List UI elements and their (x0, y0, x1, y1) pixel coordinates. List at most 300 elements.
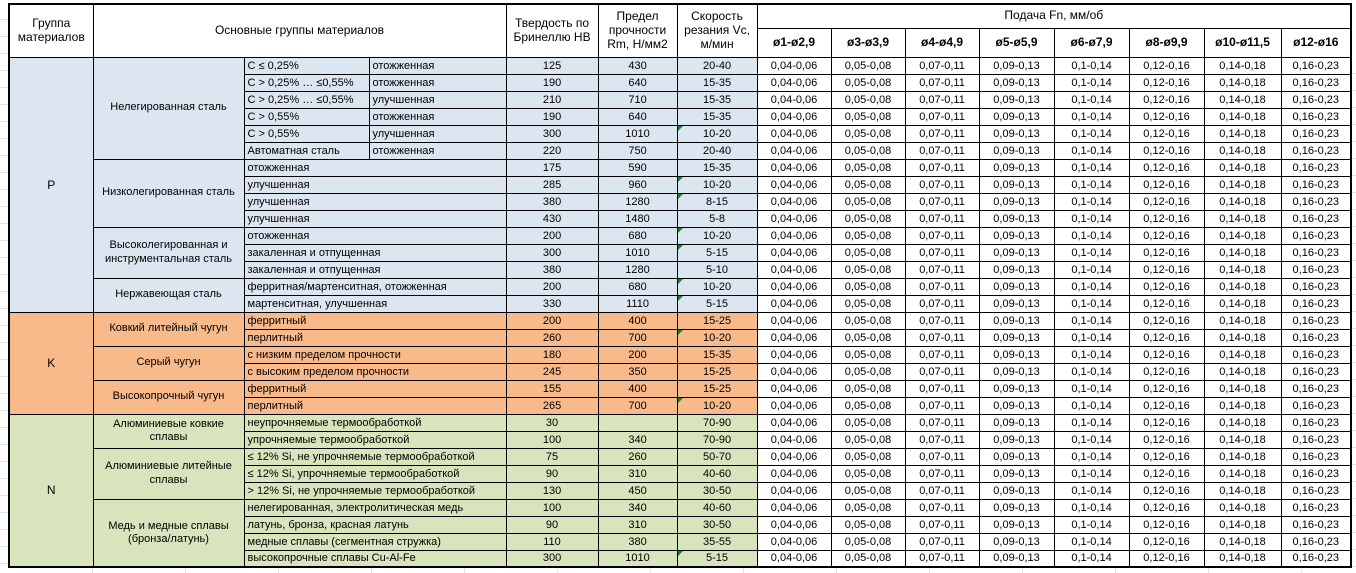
feed-value-cell: 0,16-0,23 (1281, 125, 1351, 142)
feed-value-cell: 0,04-0,06 (757, 431, 831, 448)
material-desc-cell: ≤ 12% Si, упрочняемые термообработкой (244, 465, 506, 482)
feed-value-cell: 0,09-0,13 (979, 74, 1054, 91)
rm-cell: 710 (598, 91, 677, 108)
feed-value-cell: 0,07-0,11 (905, 278, 979, 295)
feed-value-cell: 0,14-0,18 (1204, 397, 1281, 414)
feed-value-cell: 0,1-0,14 (1054, 91, 1129, 108)
feed-value-cell: 0,07-0,11 (905, 312, 979, 329)
hb-cell: 285 (506, 176, 598, 193)
feed-value-cell: 0,12-0,16 (1129, 312, 1204, 329)
feed-value-cell: 0,16-0,23 (1281, 244, 1351, 261)
hb-cell: 125 (506, 57, 598, 74)
table-row (9, 346, 1351, 363)
rm-cell: 700 (598, 397, 677, 414)
feed-value-cell: 0,07-0,11 (905, 74, 979, 91)
feed-value-cell: 0,05-0,08 (831, 550, 905, 567)
rm-cell: 1110 (598, 295, 677, 312)
feed-value-cell: 0,05-0,08 (831, 159, 905, 176)
vc-cell: 70-90 (677, 431, 757, 448)
vc-cell: 40-60 (677, 499, 757, 516)
feed-value-cell: 0,14-0,18 (1204, 312, 1281, 329)
vc-cell: 30-50 (677, 482, 757, 499)
feed-value-cell: 0,12-0,16 (1129, 278, 1204, 295)
feed-value-cell: 0,07-0,11 (905, 448, 979, 465)
vc-cell: 15-35 (677, 74, 757, 91)
feed-value-cell: 0,04-0,06 (757, 159, 831, 176)
feed-value-cell: 0,12-0,16 (1129, 57, 1204, 74)
feed-value-cell: 0,04-0,06 (757, 448, 831, 465)
feed-value-cell: 0,14-0,18 (1204, 499, 1281, 516)
feed-value-cell: 0,14-0,18 (1204, 533, 1281, 550)
table-body (9, 57, 1351, 567)
vc-cell: 15-35 (677, 108, 757, 125)
material-desc-cell: ферритная/мартенситная, отожженная (244, 278, 506, 295)
feed-value-cell: 0,09-0,13 (979, 533, 1054, 550)
feed-value-cell: 0,04-0,06 (757, 380, 831, 397)
feed-value-cell: 0,07-0,11 (905, 380, 979, 397)
gridline-margin-bottom (0, 569, 1356, 573)
material-c-content-cell: С ≤ 0,25% (244, 57, 369, 74)
feed-value-cell: 0,09-0,13 (979, 516, 1054, 533)
material-state-cell: отожженная (369, 108, 506, 125)
feed-value-cell: 0,09-0,13 (979, 329, 1054, 346)
feed-value-cell: 0,12-0,16 (1129, 108, 1204, 125)
feed-value-cell: 0,09-0,13 (979, 380, 1054, 397)
feed-value-cell: 0,16-0,23 (1281, 533, 1351, 550)
feed-value-cell: 0,07-0,11 (905, 414, 979, 431)
vc-cell: 15-25 (677, 312, 757, 329)
hb-cell: 210 (506, 91, 598, 108)
vc-cell: 5-10 (677, 261, 757, 278)
vc-cell: 5-15 (677, 550, 757, 567)
feed-value-cell: 0,05-0,08 (831, 244, 905, 261)
feed-value-cell: 0,14-0,18 (1204, 431, 1281, 448)
feed-value-cell: 0,16-0,23 (1281, 193, 1351, 210)
feed-value-cell: 0,05-0,08 (831, 125, 905, 142)
feed-value-cell: 0,16-0,23 (1281, 329, 1351, 346)
feed-value-cell: 0,14-0,18 (1204, 125, 1281, 142)
subgroup-name-cell: Алюминиевые литейные сплавы (93, 448, 244, 499)
feed-value-cell: 0,07-0,11 (905, 363, 979, 380)
feed-value-cell: 0,1-0,14 (1054, 193, 1129, 210)
feed-value-cell: 0,05-0,08 (831, 363, 905, 380)
feed-value-cell: 0,07-0,11 (905, 431, 979, 448)
feed-value-cell: 0,14-0,18 (1204, 550, 1281, 567)
feed-value-cell: 0,14-0,18 (1204, 414, 1281, 431)
vc-cell: 15-35 (677, 346, 757, 363)
table-row (9, 57, 1351, 74)
feed-value-cell: 0,09-0,13 (979, 346, 1054, 363)
subgroup-name-cell: Низколегированная сталь (93, 159, 244, 227)
feed-value-cell: 0,12-0,16 (1129, 550, 1204, 567)
feed-value-cell: 0,16-0,23 (1281, 380, 1351, 397)
hb-cell: 220 (506, 142, 598, 159)
feed-value-cell: 0,14-0,18 (1204, 329, 1281, 346)
feed-value-cell: 0,09-0,13 (979, 465, 1054, 482)
feed-value-cell: 0,1-0,14 (1054, 380, 1129, 397)
feed-value-cell: 0,14-0,18 (1204, 516, 1281, 533)
feed-value-cell: 0,1-0,14 (1054, 295, 1129, 312)
feed-value-cell: 0,07-0,11 (905, 329, 979, 346)
feed-value-cell: 0,05-0,08 (831, 57, 905, 74)
hb-cell: 190 (506, 74, 598, 91)
feed-value-cell: 0,12-0,16 (1129, 210, 1204, 227)
feed-diameter-header: ø8-ø9,9 (1129, 28, 1204, 57)
subgroup-name-cell: Нержавеющая сталь (93, 278, 244, 312)
feed-value-cell: 0,1-0,14 (1054, 516, 1129, 533)
hb-cell: 90 (506, 465, 598, 482)
feed-value-cell: 0,1-0,14 (1054, 397, 1129, 414)
feed-value-cell: 0,1-0,14 (1054, 329, 1129, 346)
feed-value-cell: 0,05-0,08 (831, 142, 905, 159)
header-material-group: Группа материалов (9, 4, 93, 57)
feed-value-cell: 0,05-0,08 (831, 380, 905, 397)
feed-value-cell: 0,04-0,06 (757, 57, 831, 74)
hb-cell: 100 (506, 499, 598, 516)
material-desc-cell: мартенситная, улучшенная (244, 295, 506, 312)
feed-value-cell: 0,05-0,08 (831, 261, 905, 278)
feed-value-cell: 0,09-0,13 (979, 227, 1054, 244)
feed-value-cell: 0,14-0,18 (1204, 210, 1281, 227)
feed-value-cell: 0,14-0,18 (1204, 176, 1281, 193)
rm-cell: 450 (598, 482, 677, 499)
feed-value-cell: 0,16-0,23 (1281, 431, 1351, 448)
feed-value-cell: 0,12-0,16 (1129, 397, 1204, 414)
feed-value-cell: 0,09-0,13 (979, 414, 1054, 431)
material-c-content-cell: С > 0,25% … ≤0,55% (244, 91, 369, 108)
feed-value-cell: 0,05-0,08 (831, 295, 905, 312)
feed-value-cell: 0,16-0,23 (1281, 108, 1351, 125)
rm-cell: 380 (598, 533, 677, 550)
feed-value-cell: 0,14-0,18 (1204, 159, 1281, 176)
feed-value-cell: 0,16-0,23 (1281, 499, 1351, 516)
hb-cell: 110 (506, 533, 598, 550)
subgroup-name-cell: Алюминиевые ковкие сплавы (93, 414, 244, 448)
hb-cell: 180 (506, 346, 598, 363)
vc-cell: 10-20 (677, 397, 757, 414)
feed-value-cell: 0,05-0,08 (831, 499, 905, 516)
material-c-content-cell: С > 0,25% … ≤0,55% (244, 74, 369, 91)
feed-value-cell: 0,1-0,14 (1054, 550, 1129, 567)
rm-cell: 1280 (598, 261, 677, 278)
material-desc-cell: с низким пределом прочности (244, 346, 506, 363)
feed-value-cell: 0,09-0,13 (979, 482, 1054, 499)
rm-cell: 310 (598, 465, 677, 482)
feed-value-cell: 0,16-0,23 (1281, 448, 1351, 465)
feed-value-cell: 0,1-0,14 (1054, 363, 1129, 380)
vc-cell: 15-25 (677, 363, 757, 380)
feed-diameter-header: ø12-ø16 (1281, 28, 1351, 57)
feed-value-cell: 0,07-0,11 (905, 346, 979, 363)
hb-cell: 200 (506, 312, 598, 329)
vc-cell: 10-20 (677, 227, 757, 244)
rm-cell: 1010 (598, 244, 677, 261)
table-row (9, 448, 1351, 465)
material-desc-cell: латунь, бронза, красная латунь (244, 516, 506, 533)
feed-value-cell: 0,12-0,16 (1129, 295, 1204, 312)
vc-cell: 70-90 (677, 414, 757, 431)
feed-value-cell: 0,1-0,14 (1054, 431, 1129, 448)
material-c-content-cell: Автоматная сталь (244, 142, 369, 159)
feed-value-cell: 0,07-0,11 (905, 295, 979, 312)
feed-value-cell: 0,14-0,18 (1204, 227, 1281, 244)
vc-cell: 10-20 (677, 125, 757, 142)
feed-value-cell: 0,04-0,06 (757, 278, 831, 295)
feed-value-cell: 0,16-0,23 (1281, 295, 1351, 312)
feed-value-cell: 0,07-0,11 (905, 125, 979, 142)
hb-cell: 300 (506, 244, 598, 261)
feed-value-cell: 0,09-0,13 (979, 125, 1054, 142)
feed-value-cell: 0,12-0,16 (1129, 448, 1204, 465)
rm-cell: 430 (598, 57, 677, 74)
feed-value-cell: 0,04-0,06 (757, 227, 831, 244)
feed-value-cell: 0,1-0,14 (1054, 108, 1129, 125)
feed-value-cell: 0,16-0,23 (1281, 227, 1351, 244)
feed-value-cell: 0,04-0,06 (757, 91, 831, 108)
feed-value-cell: 0,12-0,16 (1129, 329, 1204, 346)
gridline-margin-left (0, 3, 8, 573)
rm-cell: 750 (598, 142, 677, 159)
feed-value-cell: 0,04-0,06 (757, 193, 831, 210)
rm-cell: 1010 (598, 125, 677, 142)
feed-value-cell: 0,12-0,16 (1129, 431, 1204, 448)
subgroup-name-cell: Нелегированная сталь (93, 57, 244, 159)
feed-value-cell: 0,05-0,08 (831, 74, 905, 91)
feed-value-cell: 0,09-0,13 (979, 278, 1054, 295)
feed-value-cell: 0,04-0,06 (757, 312, 831, 329)
feed-value-cell: 0,12-0,16 (1129, 380, 1204, 397)
feed-value-cell: 0,1-0,14 (1054, 125, 1129, 142)
feed-value-cell: 0,07-0,11 (905, 516, 979, 533)
feed-value-cell: 0,09-0,13 (979, 295, 1054, 312)
feed-value-cell: 0,14-0,18 (1204, 91, 1281, 108)
feed-value-cell: 0,12-0,16 (1129, 125, 1204, 142)
material-state-cell: отожженная (369, 74, 506, 91)
hb-cell: 380 (506, 261, 598, 278)
feed-value-cell: 0,16-0,23 (1281, 346, 1351, 363)
feed-diameter-header: ø4-ø4,9 (905, 28, 979, 57)
hb-cell: 155 (506, 380, 598, 397)
feed-value-cell: 0,1-0,14 (1054, 227, 1129, 244)
feed-value-cell: 0,16-0,23 (1281, 397, 1351, 414)
feed-value-cell: 0,14-0,18 (1204, 108, 1281, 125)
group-code-cell-N: N (9, 414, 93, 567)
hb-cell: 265 (506, 397, 598, 414)
hb-cell: 30 (506, 414, 598, 431)
feed-value-cell: 0,16-0,23 (1281, 91, 1351, 108)
material-state-cell: улучшенная (369, 125, 506, 142)
feed-value-cell: 0,12-0,16 (1129, 193, 1204, 210)
feed-value-cell: 0,05-0,08 (831, 482, 905, 499)
feed-value-cell: 0,12-0,16 (1129, 363, 1204, 380)
feed-diameter-header: ø10-ø11,5 (1204, 28, 1281, 57)
feed-value-cell: 0,1-0,14 (1054, 244, 1129, 261)
feed-value-cell: 0,1-0,14 (1054, 346, 1129, 363)
vc-cell: 8-15 (677, 193, 757, 210)
material-desc-cell: улучшенная (244, 210, 506, 227)
vc-cell: 20-40 (677, 57, 757, 74)
material-desc-cell: нелегированная, электролитическая медь (244, 499, 506, 516)
subgroup-name-cell: Серый чугун (93, 346, 244, 380)
hb-cell: 260 (506, 329, 598, 346)
feed-value-cell: 0,16-0,23 (1281, 74, 1351, 91)
header-feed-title: Подача Fn, мм/об (757, 4, 1351, 28)
feed-value-cell: 0,12-0,16 (1129, 244, 1204, 261)
feed-value-cell: 0,16-0,23 (1281, 142, 1351, 159)
rm-cell: 960 (598, 176, 677, 193)
table-row (9, 380, 1351, 397)
feed-value-cell: 0,07-0,11 (905, 193, 979, 210)
feed-value-cell: 0,07-0,11 (905, 227, 979, 244)
vc-cell: 15-35 (677, 91, 757, 108)
feed-value-cell: 0,16-0,23 (1281, 210, 1351, 227)
feed-value-cell: 0,05-0,08 (831, 448, 905, 465)
feed-value-cell: 0,14-0,18 (1204, 380, 1281, 397)
feed-value-cell: 0,1-0,14 (1054, 533, 1129, 550)
feed-value-cell: 0,04-0,06 (757, 125, 831, 142)
feed-value-cell: 0,09-0,13 (979, 159, 1054, 176)
material-desc-cell: перлитный (244, 397, 506, 414)
vc-cell: 20-40 (677, 142, 757, 159)
feed-value-cell: 0,05-0,08 (831, 397, 905, 414)
feed-value-cell: 0,09-0,13 (979, 244, 1054, 261)
vc-cell: 40-60 (677, 465, 757, 482)
vc-cell: 10-20 (677, 278, 757, 295)
header-main-groups: Основные группы материалов (93, 4, 506, 57)
feed-value-cell: 0,05-0,08 (831, 516, 905, 533)
feed-value-cell: 0,07-0,11 (905, 482, 979, 499)
feed-value-cell: 0,05-0,08 (831, 414, 905, 431)
feed-value-cell: 0,12-0,16 (1129, 261, 1204, 278)
feed-value-cell: 0,07-0,11 (905, 465, 979, 482)
feed-value-cell: 0,16-0,23 (1281, 312, 1351, 329)
feed-value-cell: 0,1-0,14 (1054, 210, 1129, 227)
rm-cell: 400 (598, 312, 677, 329)
feed-value-cell: 0,1-0,14 (1054, 448, 1129, 465)
feed-value-cell: 0,05-0,08 (831, 91, 905, 108)
feed-value-cell: 0,16-0,23 (1281, 278, 1351, 295)
material-state-cell: отожженная (369, 142, 506, 159)
feed-value-cell: 0,04-0,06 (757, 108, 831, 125)
feed-value-cell: 0,05-0,08 (831, 193, 905, 210)
feed-value-cell: 0,04-0,06 (757, 465, 831, 482)
feed-diameter-header: ø1-ø2,9 (757, 28, 831, 57)
material-desc-cell: медные сплавы (сегментная стружка) (244, 533, 506, 550)
hb-cell: 300 (506, 550, 598, 567)
feed-value-cell: 0,14-0,18 (1204, 142, 1281, 159)
feed-value-cell: 0,14-0,18 (1204, 244, 1281, 261)
table-row (9, 414, 1351, 431)
feed-value-cell: 0,04-0,06 (757, 397, 831, 414)
feed-value-cell: 0,09-0,13 (979, 176, 1054, 193)
rm-cell: 260 (598, 448, 677, 465)
feed-value-cell: 0,09-0,13 (979, 397, 1054, 414)
material-desc-cell: ферритный (244, 312, 506, 329)
feed-value-cell: 0,05-0,08 (831, 329, 905, 346)
feed-value-cell: 0,16-0,23 (1281, 159, 1351, 176)
feed-value-cell: 0,04-0,06 (757, 142, 831, 159)
rm-cell: 1280 (598, 193, 677, 210)
material-desc-cell: отожженная (244, 227, 506, 244)
feed-value-cell: 0,05-0,08 (831, 465, 905, 482)
feed-value-cell: 0,05-0,08 (831, 227, 905, 244)
feed-value-cell: 0,12-0,16 (1129, 346, 1204, 363)
rm-cell: 400 (598, 380, 677, 397)
feed-value-cell: 0,16-0,23 (1281, 465, 1351, 482)
feed-value-cell: 0,12-0,16 (1129, 142, 1204, 159)
table-row (9, 159, 1351, 176)
feed-value-cell: 0,16-0,23 (1281, 261, 1351, 278)
rm-cell: 1010 (598, 550, 677, 567)
feed-value-cell: 0,04-0,06 (757, 210, 831, 227)
material-desc-cell: высокопрочные сплавы Cu-Al-Fe (244, 550, 506, 567)
feed-value-cell: 0,16-0,23 (1281, 176, 1351, 193)
feed-value-cell: 0,05-0,08 (831, 431, 905, 448)
feed-value-cell: 0,14-0,18 (1204, 448, 1281, 465)
feed-value-cell: 0,05-0,08 (831, 533, 905, 550)
feed-value-cell: 0,16-0,23 (1281, 363, 1351, 380)
feed-value-cell: 0,04-0,06 (757, 346, 831, 363)
feed-value-cell: 0,07-0,11 (905, 550, 979, 567)
feed-value-cell: 0,05-0,08 (831, 210, 905, 227)
feed-value-cell: 0,1-0,14 (1054, 414, 1129, 431)
feed-value-cell: 0,14-0,18 (1204, 363, 1281, 380)
table-row (9, 499, 1351, 516)
feed-value-cell: 0,07-0,11 (905, 176, 979, 193)
feed-value-cell: 0,12-0,16 (1129, 227, 1204, 244)
vc-cell: 35-55 (677, 533, 757, 550)
feed-value-cell: 0,04-0,06 (757, 482, 831, 499)
feed-value-cell: 0,12-0,16 (1129, 482, 1204, 499)
feed-value-cell: 0,1-0,14 (1054, 57, 1129, 74)
table-row (9, 227, 1351, 244)
feed-value-cell: 0,07-0,11 (905, 261, 979, 278)
material-c-content-cell: С > 0,55% (244, 125, 369, 142)
material-desc-cell: закаленная и отпущенная (244, 261, 506, 278)
subgroup-name-cell: Ковкий литейный чугун (93, 312, 244, 346)
feed-value-cell: 0,12-0,16 (1129, 176, 1204, 193)
vc-cell: 15-35 (677, 159, 757, 176)
feed-value-cell: 0,07-0,11 (905, 397, 979, 414)
hb-cell: 430 (506, 210, 598, 227)
hb-cell: 100 (506, 431, 598, 448)
feed-value-cell: 0,12-0,16 (1129, 74, 1204, 91)
feed-value-cell: 0,09-0,13 (979, 57, 1054, 74)
feed-value-cell: 0,14-0,18 (1204, 346, 1281, 363)
rm-cell: 640 (598, 108, 677, 125)
vc-cell: 30-50 (677, 516, 757, 533)
hb-cell: 175 (506, 159, 598, 176)
feed-value-cell: 0,12-0,16 (1129, 414, 1204, 431)
material-state-cell: отожженная (369, 57, 506, 74)
feed-value-cell: 0,14-0,18 (1204, 278, 1281, 295)
feed-value-cell: 0,14-0,18 (1204, 261, 1281, 278)
table-row (9, 278, 1351, 295)
feed-value-cell: 0,05-0,08 (831, 346, 905, 363)
feed-value-cell: 0,05-0,08 (831, 312, 905, 329)
hb-cell: 130 (506, 482, 598, 499)
feed-value-cell: 0,05-0,08 (831, 278, 905, 295)
table-row (9, 312, 1351, 329)
feed-value-cell: 0,12-0,16 (1129, 499, 1204, 516)
feed-value-cell: 0,09-0,13 (979, 431, 1054, 448)
feed-value-cell: 0,12-0,16 (1129, 465, 1204, 482)
feed-value-cell: 0,1-0,14 (1054, 159, 1129, 176)
rm-cell: 200 (598, 346, 677, 363)
header-hardness-hb: Твердость по Бринеллю НВ (506, 4, 598, 57)
feed-value-cell: 0,1-0,14 (1054, 278, 1129, 295)
hb-cell: 200 (506, 227, 598, 244)
